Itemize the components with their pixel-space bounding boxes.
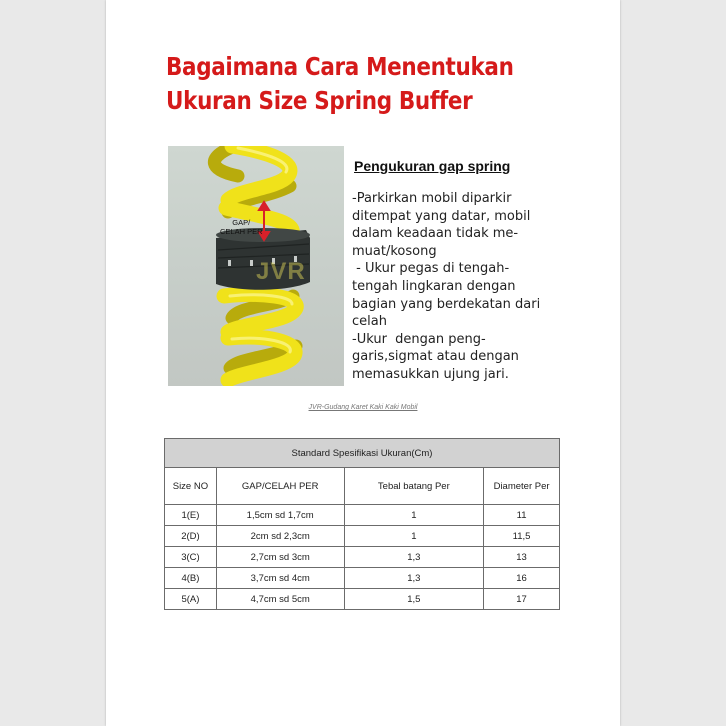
spec-table-header-row	[165, 468, 560, 505]
cell-size: 1(E)	[165, 505, 217, 526]
spring-buffer-photo	[168, 146, 344, 386]
cell-gap: 4,7cm sd 5cm	[216, 589, 344, 610]
cell-thickness: 1,3	[344, 547, 484, 568]
column-header-thickness: Tebal batang Per	[344, 468, 484, 505]
page-title	[166, 50, 514, 118]
cell-diameter: 11,5	[484, 526, 560, 547]
cell-gap: 3,7cm sd 4cm	[216, 568, 344, 589]
cell-thickness: 1,5	[344, 589, 484, 610]
cell-size: 5(A)	[165, 589, 217, 610]
table-row	[165, 589, 560, 610]
cell-diameter: 16	[484, 568, 560, 589]
title-line-1: Bagaimana Cara Menentukan	[166, 52, 514, 81]
document-page	[106, 0, 620, 726]
measurement-heading: Pengukuran gap spring	[354, 158, 511, 174]
table-row	[165, 526, 560, 547]
instruction-line: dalam keadaan tidak me-	[352, 226, 519, 242]
title-line-2: Ukuran Size Spring Buffer	[166, 86, 473, 115]
cell-diameter: 17	[484, 589, 560, 610]
watermark: JVR	[256, 258, 306, 285]
table-row	[165, 505, 560, 526]
table-row	[165, 547, 560, 568]
instruction-line: bagian yang berdekatan dari	[352, 296, 541, 312]
instruction-line: - Ukur pegas di tengah-	[352, 261, 510, 277]
instruction-line: -Parkirkan mobil diparkir	[352, 191, 512, 206]
instruction-line: muat/kosong	[352, 243, 437, 259]
measurement-instructions	[352, 190, 572, 384]
cell-size: 4(B)	[165, 568, 217, 589]
column-header-diameter: Diameter Per	[484, 468, 560, 505]
cell-gap: 1,5cm sd 1,7cm	[216, 505, 344, 526]
gap-label-line-1: GAP/	[232, 218, 251, 227]
instruction-line: memasukkan ujung jari.	[352, 366, 509, 382]
instruction-line: garis,sigmat atau dengan	[352, 349, 519, 365]
photo-caption: JVR-Gudang Karet Kaki Kaki Mobil	[308, 404, 418, 411]
gap-label	[220, 218, 263, 236]
column-header-size: Size NO	[165, 468, 217, 505]
instruction-line: ditempat yang datar, mobil	[352, 208, 531, 224]
spec-table-title: Standard Spesifikasi Ukuran(Cm)	[165, 439, 560, 468]
cell-thickness: 1,3	[344, 568, 484, 589]
instruction-line: tengah lingkaran dengan	[352, 278, 516, 294]
cell-size: 3(C)	[165, 547, 217, 568]
cell-diameter: 13	[484, 547, 560, 568]
cell-diameter: 11	[484, 505, 560, 526]
cell-thickness: 1	[344, 526, 484, 547]
column-header-gap: GAP/CELAH PER	[216, 468, 344, 505]
gap-label-line-2: CELAH PER	[220, 227, 263, 236]
instruction-line: celah	[352, 314, 387, 330]
instruction-line: -Ukur dengan peng-	[352, 331, 486, 347]
spec-table	[164, 438, 560, 610]
cell-size: 2(D)	[165, 526, 217, 547]
cell-thickness: 1	[344, 505, 484, 526]
cell-gap: 2,7cm sd 3cm	[216, 547, 344, 568]
spec-table-title-row	[165, 439, 560, 468]
cell-gap: 2cm sd 2,3cm	[216, 526, 344, 547]
table-row	[165, 568, 560, 589]
